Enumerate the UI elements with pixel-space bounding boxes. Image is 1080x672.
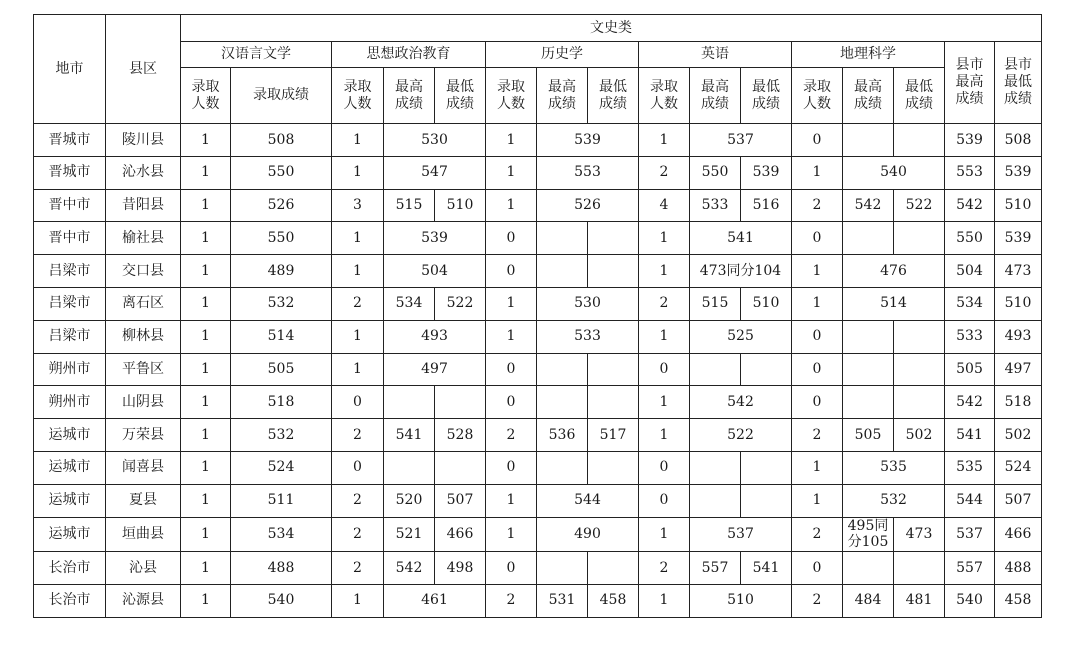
city-cell: 长治市 [34, 584, 106, 617]
geography-min-score-cell [894, 222, 945, 255]
history-min-score-cell [588, 222, 639, 255]
chinese-count-cell: 1 [181, 255, 231, 288]
header-county: 县区 [106, 15, 181, 124]
politics-count-cell: 1 [332, 222, 384, 255]
county-min-cell: 518 [995, 386, 1042, 419]
table-body [34, 124, 1042, 618]
table-row [34, 584, 1042, 617]
geography-count-cell: 0 [792, 222, 843, 255]
history-max-score-cell: 536 [537, 419, 588, 452]
county-max-cell: 537 [945, 517, 995, 552]
politics-count-cell: 2 [332, 419, 384, 452]
english-score-cell: 542 [690, 386, 792, 419]
history-score-cell: 526 [537, 189, 639, 222]
history-min-score-cell [588, 353, 639, 386]
geography-min-score-cell [894, 124, 945, 157]
chinese-score-cell: 532 [231, 419, 332, 452]
chinese-count-cell: 1 [181, 552, 231, 585]
chinese-count-cell: 1 [181, 584, 231, 617]
chinese-score-cell: 550 [231, 222, 332, 255]
english-count-cell: 0 [639, 451, 690, 484]
politics-min-score-cell: 528 [435, 419, 486, 452]
header-max-score: 最高 成绩 [843, 68, 894, 124]
politics-count-cell: 1 [332, 353, 384, 386]
history-min-score-cell [588, 386, 639, 419]
politics-count-cell: 2 [332, 517, 384, 552]
english-count-cell: 0 [639, 353, 690, 386]
geography-max-score-cell: 505 [843, 419, 894, 452]
county-max-cell: 550 [945, 222, 995, 255]
english-max-score-cell: 557 [690, 552, 741, 585]
header-min-score: 最低 成绩 [741, 68, 792, 124]
city-cell: 晋中市 [34, 222, 106, 255]
english-count-cell: 1 [639, 222, 690, 255]
politics-max-score-cell: 541 [384, 419, 435, 452]
header-max-score: 最高 成绩 [384, 68, 435, 124]
county-max-cell: 553 [945, 156, 995, 189]
header-max-score: 最高 成绩 [537, 68, 588, 124]
county-cell: 沁水县 [106, 156, 181, 189]
chinese-score-cell: 518 [231, 386, 332, 419]
history-min-score-cell [588, 255, 639, 288]
politics-score-cell: 493 [384, 320, 486, 353]
english-max-score-cell: 515 [690, 287, 741, 320]
politics-max-score-cell [384, 451, 435, 484]
politics-count-cell: 1 [332, 584, 384, 617]
city-cell: 长治市 [34, 552, 106, 585]
header-city: 地市 [34, 15, 106, 124]
history-score-cell: 544 [537, 484, 639, 517]
county-min-cell: 539 [995, 156, 1042, 189]
geography-count-cell: 1 [792, 484, 843, 517]
history-max-score-cell [537, 222, 588, 255]
history-count-cell: 1 [486, 189, 537, 222]
county-max-cell: 535 [945, 451, 995, 484]
header-admit-count: 录取 人数 [486, 68, 537, 124]
city-cell: 运城市 [34, 484, 106, 517]
politics-score-cell: 547 [384, 156, 486, 189]
geography-score-cell: 476 [843, 255, 945, 288]
geography-count-cell: 2 [792, 419, 843, 452]
header-subject-history: 历史学 [486, 42, 639, 68]
table-row [34, 287, 1042, 320]
table-row [34, 156, 1042, 189]
county-max-cell: 534 [945, 287, 995, 320]
politics-count-cell: 1 [332, 320, 384, 353]
city-cell: 运城市 [34, 517, 106, 552]
politics-score-cell: 461 [384, 584, 486, 617]
chinese-count-cell: 1 [181, 287, 231, 320]
chinese-count-cell: 1 [181, 222, 231, 255]
header-subject-english: 英语 [639, 42, 792, 68]
history-min-score-cell: 458 [588, 584, 639, 617]
table-row [34, 419, 1042, 452]
geography-count-cell: 2 [792, 584, 843, 617]
politics-max-score-cell: 521 [384, 517, 435, 552]
politics-max-score-cell: 515 [384, 189, 435, 222]
chinese-score-cell: 526 [231, 189, 332, 222]
history-count-cell: 0 [486, 386, 537, 419]
county-min-cell: 508 [995, 124, 1042, 157]
geography-score-cell: 540 [843, 156, 945, 189]
county-min-cell: 502 [995, 419, 1042, 452]
county-cell: 夏县 [106, 484, 181, 517]
geography-min-score-cell [894, 552, 945, 585]
politics-min-score-cell: 466 [435, 517, 486, 552]
politics-count-cell: 2 [332, 484, 384, 517]
county-max-cell: 542 [945, 386, 995, 419]
header-admit-count: 录取 人数 [639, 68, 690, 124]
history-min-score-cell: 517 [588, 419, 639, 452]
chinese-score-cell: 511 [231, 484, 332, 517]
table-row [34, 484, 1042, 517]
county-cell: 万荣县 [106, 419, 181, 452]
politics-score-cell: 530 [384, 124, 486, 157]
geography-count-cell: 1 [792, 255, 843, 288]
geography-score-cell: 532 [843, 484, 945, 517]
english-score-cell: 541 [690, 222, 792, 255]
table-row [34, 320, 1042, 353]
politics-score-cell: 497 [384, 353, 486, 386]
chinese-count-cell: 1 [181, 320, 231, 353]
chinese-score-cell: 550 [231, 156, 332, 189]
geography-max-score-cell: 484 [843, 584, 894, 617]
table-row [34, 255, 1042, 288]
history-count-cell: 1 [486, 484, 537, 517]
english-max-score-cell [690, 353, 741, 386]
city-cell: 晋城市 [34, 124, 106, 157]
county-min-cell: 493 [995, 320, 1042, 353]
english-count-cell: 2 [639, 552, 690, 585]
history-score-cell: 553 [537, 156, 639, 189]
geography-score-cell: 514 [843, 287, 945, 320]
english-min-score-cell: 510 [741, 287, 792, 320]
politics-count-cell: 2 [332, 552, 384, 585]
header-county-max: 县市 最高 成绩 [945, 42, 995, 124]
county-max-cell: 542 [945, 189, 995, 222]
english-min-score-cell: 516 [741, 189, 792, 222]
city-cell: 运城市 [34, 419, 106, 452]
history-max-score-cell [537, 255, 588, 288]
admission-score-table [33, 14, 1042, 618]
county-min-cell: 466 [995, 517, 1042, 552]
english-min-score-cell [741, 484, 792, 517]
header-admit-score: 录取成绩 [231, 68, 332, 124]
chinese-score-cell: 524 [231, 451, 332, 484]
history-max-score-cell [537, 353, 588, 386]
geography-count-cell: 1 [792, 156, 843, 189]
politics-min-score-cell: 507 [435, 484, 486, 517]
county-cell: 昔阳县 [106, 189, 181, 222]
county-cell: 交口县 [106, 255, 181, 288]
geography-min-score-cell [894, 353, 945, 386]
politics-max-score-cell: 534 [384, 287, 435, 320]
header-category: 文史类 [181, 15, 1042, 42]
history-count-cell: 0 [486, 451, 537, 484]
history-score-cell: 530 [537, 287, 639, 320]
geography-min-score-cell [894, 320, 945, 353]
history-max-score-cell: 531 [537, 584, 588, 617]
geography-max-score-cell [843, 353, 894, 386]
english-score-cell: 537 [690, 124, 792, 157]
table-row [34, 124, 1042, 157]
english-max-score-cell [690, 451, 741, 484]
politics-max-score-cell: 542 [384, 552, 435, 585]
history-count-cell: 2 [486, 419, 537, 452]
english-count-cell: 4 [639, 189, 690, 222]
county-cell: 沁源县 [106, 584, 181, 617]
county-max-cell: 540 [945, 584, 995, 617]
english-count-cell: 1 [639, 517, 690, 552]
header-max-score: 最高 成绩 [690, 68, 741, 124]
county-min-cell: 524 [995, 451, 1042, 484]
city-cell: 吕梁市 [34, 287, 106, 320]
county-min-cell: 497 [995, 353, 1042, 386]
history-score-cell: 539 [537, 124, 639, 157]
geography-count-cell: 0 [792, 124, 843, 157]
politics-count-cell: 2 [332, 287, 384, 320]
county-cell: 离石区 [106, 287, 181, 320]
geography-max-score-cell [843, 124, 894, 157]
history-score-cell: 490 [537, 517, 639, 552]
geography-count-cell: 2 [792, 517, 843, 552]
table-row [34, 189, 1042, 222]
history-count-cell: 0 [486, 353, 537, 386]
header-min-score: 最低 成绩 [588, 68, 639, 124]
geography-count-cell: 2 [792, 189, 843, 222]
history-min-score-cell [588, 552, 639, 585]
geography-min-score-cell [894, 386, 945, 419]
county-max-cell: 533 [945, 320, 995, 353]
geography-min-score-cell: 481 [894, 584, 945, 617]
header-min-score: 最低 成绩 [894, 68, 945, 124]
politics-score-cell: 504 [384, 255, 486, 288]
politics-max-score-cell [384, 386, 435, 419]
geography-max-score-cell [843, 320, 894, 353]
english-score-cell: 522 [690, 419, 792, 452]
chinese-score-cell: 514 [231, 320, 332, 353]
geography-count-cell: 0 [792, 320, 843, 353]
english-count-cell: 1 [639, 320, 690, 353]
county-max-cell: 504 [945, 255, 995, 288]
english-count-cell: 2 [639, 156, 690, 189]
header-subject-geography: 地理科学 [792, 42, 945, 68]
geography-max-score-cell [843, 386, 894, 419]
geography-min-score-cell: 522 [894, 189, 945, 222]
geography-count-cell: 0 [792, 353, 843, 386]
history-count-cell: 1 [486, 517, 537, 552]
chinese-score-cell: 532 [231, 287, 332, 320]
county-cell: 山阴县 [106, 386, 181, 419]
chinese-count-cell: 1 [181, 386, 231, 419]
chinese-count-cell: 1 [181, 156, 231, 189]
table-row [34, 386, 1042, 419]
header-admit-count: 录取 人数 [792, 68, 843, 124]
table-row [34, 552, 1042, 585]
english-min-score-cell [741, 451, 792, 484]
county-min-cell: 510 [995, 189, 1042, 222]
chinese-score-cell: 488 [231, 552, 332, 585]
english-count-cell: 0 [639, 484, 690, 517]
english-max-score-cell: 550 [690, 156, 741, 189]
county-cell: 榆社县 [106, 222, 181, 255]
county-cell: 沁县 [106, 552, 181, 585]
english-count-cell: 1 [639, 386, 690, 419]
politics-min-score-cell [435, 386, 486, 419]
county-cell: 垣曲县 [106, 517, 181, 552]
county-min-cell: 510 [995, 287, 1042, 320]
english-count-cell: 1 [639, 584, 690, 617]
county-min-cell: 458 [995, 584, 1042, 617]
geography-min-score-cell: 473 [894, 517, 945, 552]
english-score-cell: 510 [690, 584, 792, 617]
header-subject-politics: 思想政治教育 [332, 42, 486, 68]
history-count-cell: 1 [486, 320, 537, 353]
english-score-cell: 525 [690, 320, 792, 353]
politics-count-cell: 1 [332, 255, 384, 288]
city-cell: 运城市 [34, 451, 106, 484]
history-max-score-cell [537, 552, 588, 585]
history-count-cell: 2 [486, 584, 537, 617]
english-count-cell: 1 [639, 419, 690, 452]
chinese-count-cell: 1 [181, 484, 231, 517]
english-count-cell: 1 [639, 124, 690, 157]
geography-count-cell: 1 [792, 451, 843, 484]
chinese-score-cell: 534 [231, 517, 332, 552]
politics-max-score-cell: 520 [384, 484, 435, 517]
chinese-score-cell: 489 [231, 255, 332, 288]
geography-count-cell: 1 [792, 287, 843, 320]
english-min-score-cell [741, 353, 792, 386]
history-count-cell: 1 [486, 124, 537, 157]
county-max-cell: 505 [945, 353, 995, 386]
history-count-cell: 0 [486, 255, 537, 288]
header-admit-count: 录取 人数 [181, 68, 231, 124]
politics-min-score-cell: 498 [435, 552, 486, 585]
history-max-score-cell [537, 451, 588, 484]
city-cell: 朔州市 [34, 386, 106, 419]
history-min-score-cell [588, 451, 639, 484]
english-score-cell: 537 [690, 517, 792, 552]
chinese-count-cell: 1 [181, 419, 231, 452]
geography-count-cell: 0 [792, 386, 843, 419]
geography-max-score-cell: 495同分105 [843, 517, 894, 552]
geography-min-score-cell: 502 [894, 419, 945, 452]
chinese-count-cell: 1 [181, 353, 231, 386]
county-cell: 平鲁区 [106, 353, 181, 386]
politics-min-score-cell [435, 451, 486, 484]
city-cell: 吕梁市 [34, 255, 106, 288]
county-max-cell: 539 [945, 124, 995, 157]
county-max-cell: 557 [945, 552, 995, 585]
politics-count-cell: 0 [332, 386, 384, 419]
chinese-score-cell: 508 [231, 124, 332, 157]
county-min-cell: 539 [995, 222, 1042, 255]
english-count-cell: 2 [639, 287, 690, 320]
geography-max-score-cell: 542 [843, 189, 894, 222]
politics-min-score-cell: 510 [435, 189, 486, 222]
history-count-cell: 1 [486, 156, 537, 189]
geography-count-cell: 0 [792, 552, 843, 585]
politics-count-cell: 1 [332, 156, 384, 189]
politics-count-cell: 0 [332, 451, 384, 484]
politics-score-cell: 539 [384, 222, 486, 255]
city-cell: 朔州市 [34, 353, 106, 386]
chinese-count-cell: 1 [181, 124, 231, 157]
history-score-cell: 533 [537, 320, 639, 353]
history-count-cell: 0 [486, 552, 537, 585]
header-county-min: 县市 最低 成绩 [995, 42, 1042, 124]
geography-score-cell: 535 [843, 451, 945, 484]
history-max-score-cell [537, 386, 588, 419]
geography-max-score-cell [843, 222, 894, 255]
history-count-cell: 1 [486, 287, 537, 320]
chinese-count-cell: 1 [181, 189, 231, 222]
english-min-score-cell: 539 [741, 156, 792, 189]
header-subject-chinese: 汉语言文学 [181, 42, 332, 68]
english-max-score-cell [690, 484, 741, 517]
county-max-cell: 544 [945, 484, 995, 517]
county-cell: 闻喜县 [106, 451, 181, 484]
table-row [34, 353, 1042, 386]
chinese-score-cell: 505 [231, 353, 332, 386]
city-cell: 吕梁市 [34, 320, 106, 353]
header-admit-count: 录取 人数 [332, 68, 384, 124]
county-min-cell: 473 [995, 255, 1042, 288]
chinese-count-cell: 1 [181, 517, 231, 552]
county-cell: 柳林县 [106, 320, 181, 353]
table-row [34, 517, 1042, 552]
geography-max-score-cell [843, 552, 894, 585]
english-score-cell: 473同分104 [690, 255, 792, 288]
history-count-cell: 0 [486, 222, 537, 255]
english-max-score-cell: 533 [690, 189, 741, 222]
header-min-score: 最低 成绩 [435, 68, 486, 124]
table-row [34, 451, 1042, 484]
chinese-count-cell: 1 [181, 451, 231, 484]
politics-min-score-cell: 522 [435, 287, 486, 320]
city-cell: 晋城市 [34, 156, 106, 189]
county-max-cell: 541 [945, 419, 995, 452]
county-min-cell: 488 [995, 552, 1042, 585]
politics-count-cell: 1 [332, 124, 384, 157]
county-min-cell: 507 [995, 484, 1042, 517]
city-cell: 晋中市 [34, 189, 106, 222]
table-row [34, 222, 1042, 255]
politics-count-cell: 3 [332, 189, 384, 222]
english-count-cell: 1 [639, 255, 690, 288]
english-min-score-cell: 541 [741, 552, 792, 585]
county-cell: 陵川县 [106, 124, 181, 157]
chinese-score-cell: 540 [231, 584, 332, 617]
